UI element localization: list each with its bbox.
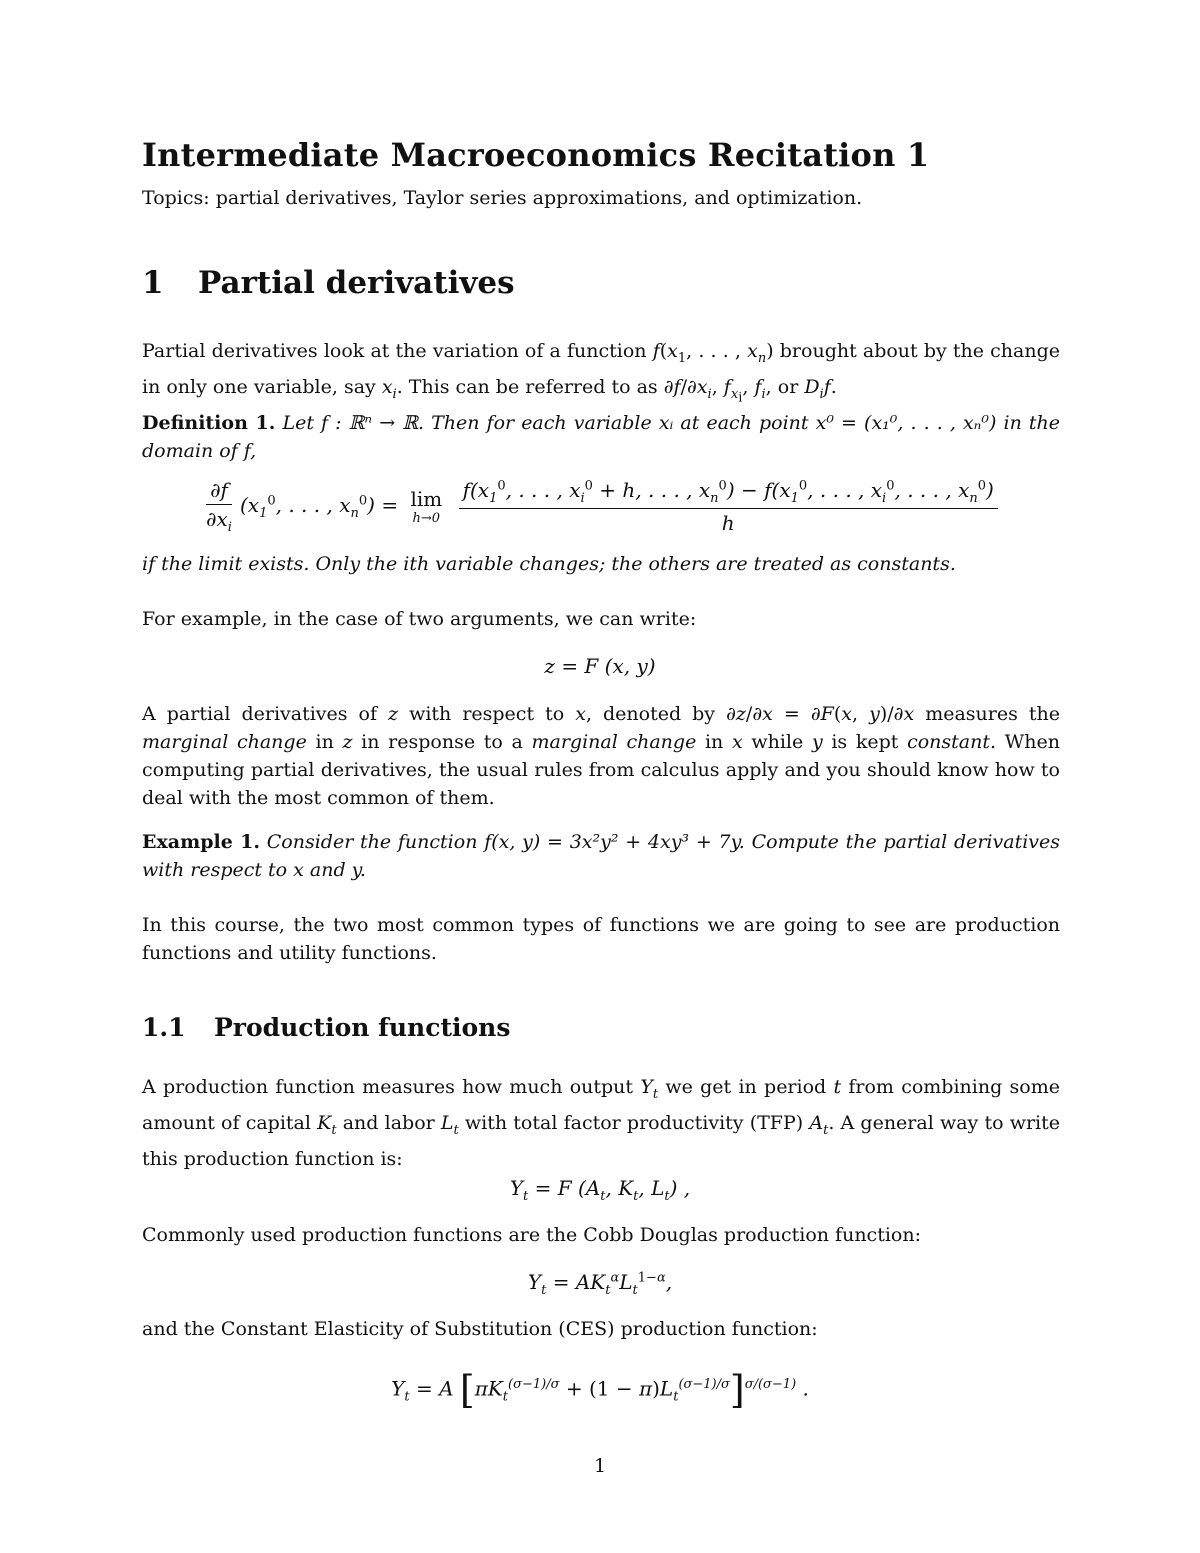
general-production-equation: $Y_t = F$ ($A_t$, $K_t$, $L_t$) , [509, 1176, 691, 1204]
definition-text: Let f : ℝⁿ → ℝ. Then for each variable xᵢ at each point x⁰ = (x₁⁰, . . . , xₙ⁰) in the domain of f, [142, 412, 1060, 462]
example-label: Example 1. [142, 831, 260, 853]
ces-equation: $Y_t = A$ $[\pi K_t^{(\sigma-1)/\sigma} + (1 - \pi)L_t^{(\sigma-1)/\sigma}]^{\sigma/(\sigma-1)}$ . [391, 1368, 809, 1412]
subsection-1-1-heading [142, 1013, 510, 1042]
section-1-heading [142, 265, 515, 301]
subsection-title: Production functions [214, 1013, 511, 1042]
document-title: Intermediate Macroeconomics Recitation 1 [142, 136, 930, 174]
cobb-douglas-intro: Commonly used production functions are the Cobb Douglas production function: [142, 1224, 921, 1246]
definition-1 [142, 409, 1060, 465]
intro-paragraph: Partial derivatives look at the variation of a function $f(x_1$, . . . , $x_n$) brought about by the change in only one variable, say $x_i$. This can be referred to as $\partial f/\partial x_i$, $f_{x_i}$, $f_i$, or $D_if$. [142, 340, 1060, 406]
subsection-number: 1.1 [142, 1013, 186, 1042]
partial-derivative-definition-equation: $\frac{\partial f}{\partial x_i}$ ($x_1^0$, . . . , $x_n^0$) = lim h→0 $f(x_1^0$, . . . , $x_i^0 + h$, . . . , $x_n^0) - f(x_1^0$, . . . , $x_i^0$, . . . , $x_n^0$) h [0, 478, 1200, 535]
section-title: Partial derivatives [198, 265, 515, 301]
cobb-douglas-equation: $Y_t = AK_t^\alpha L_t^{1-\alpha}$, [527, 1270, 673, 1298]
page-number: 1 [593, 1455, 607, 1477]
marginal-change-paragraph: A partial derivatives of z with respect to x, denoted by ∂z/∂x = ∂F(x, y)/∂x measures the marginal change in z in response to a marginal change in x while y is kept constant. When computing partial derivatives, the usual rules from calculus apply and you should know how to deal with the most common of them. [142, 703, 1060, 809]
section-number: 1 [142, 265, 164, 301]
course-paragraph: In this course, the two most common types of functions we are going to see are production functions and utility functions. [142, 914, 1060, 964]
example-text: Consider the function f(x, y) = 3x²y² + 4xy³ + 7y. Compute the partial derivatives with respect to x and y. [142, 831, 1061, 881]
definition-label: Definition 1. [142, 412, 276, 434]
example-1 [142, 828, 1060, 884]
topics-line: Topics: partial derivatives, Taylor series approximations, and optimization. [142, 187, 863, 209]
example-intro: For example, in the case of two arguments, we can write: [142, 608, 697, 630]
production-function-paragraph: A production function measures how much output $Y_t$ we get in period t from combining some amount of capital $K_t$ and labor $L_t$ with total factor productivity (TFP) $A_t$. A general way to write this production function is: [142, 1076, 1060, 1170]
definition-condition: if the limit exists. Only the ith variable changes; the others are treated as constants. [142, 553, 956, 575]
ces-intro: and the Constant Elasticity of Substitution (CES) production function: [142, 1318, 818, 1340]
equation-z: z = F (x, y) [544, 654, 656, 678]
